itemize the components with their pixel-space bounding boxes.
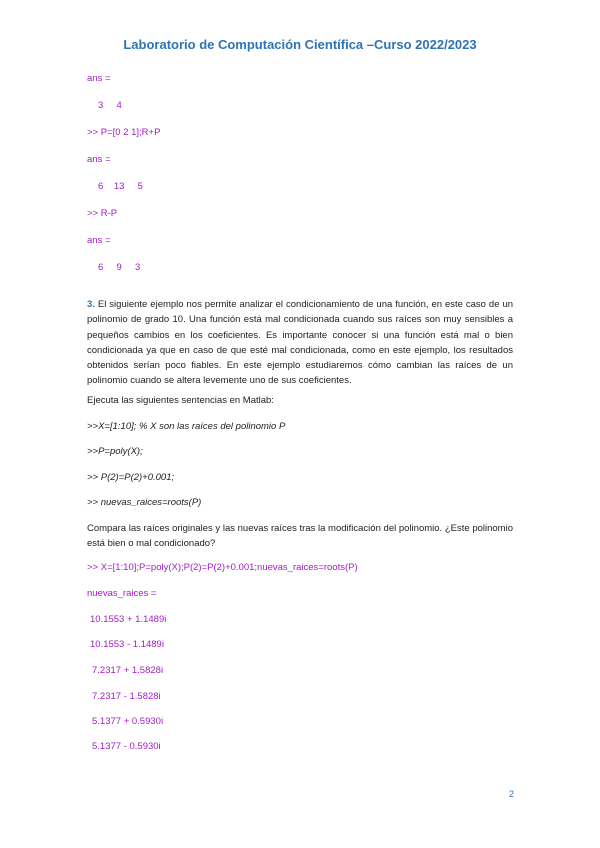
code-line: >> P(2)=P(2)+0.001;: [87, 472, 175, 483]
exercise-paragraph: [87, 297, 513, 389]
exercise-number: 3.: [87, 299, 95, 310]
result-label: nuevas_raices =: [87, 588, 157, 599]
ans-values: 6 9 3: [98, 262, 141, 273]
ans-label: ans =: [87, 73, 111, 84]
code-line: >>X=[1:10]; % X son las raíces del polinomio P: [87, 421, 286, 432]
ans-values: 3 4: [98, 100, 122, 111]
root-value: 10.1553 - 1.1489i: [90, 639, 164, 650]
page-number: 2: [509, 789, 515, 799]
ans-label: ans =: [87, 235, 111, 246]
ans-label: ans =: [87, 154, 111, 165]
exercise-text: El siguiente ejemplo nos permite analizar el condicionamiento de una función, en este caso de un polinomio de grado 10. Una función está mal condicionada cuando sus raíces son muy sensibles a pequeños cambios en los coeficientes. Es importante conocer si una función está mal o bien condicionada ya que en caso de que esté mal condicionada, como en este ejemplo, los resultados obtenidos serían poco fiables. En este ejemplo estudiaremos cómo cambian las raíces de un polinomio cuando se altera levemente uno de sus coeficientes.: [87, 299, 514, 387]
root-value: 10.1553 + 1.1489i: [90, 614, 167, 625]
matlab-command: >> X=[1:10];P=poly(X);P(2)=P(2)+0.001;nuevas_raices=roots(P): [87, 562, 358, 573]
ans-values: 6 13 5: [98, 181, 143, 192]
page-header-title: Laboratorio de Computación Científica –Curso 2022/2023: [123, 37, 477, 52]
code-line: >>P=poly(X);: [87, 446, 143, 457]
code-line: >> nuevas_raices=roots(P): [87, 497, 202, 508]
root-value: 7.2317 + 1.5828i: [92, 665, 164, 676]
matlab-command: >> R-P: [87, 208, 118, 219]
instruction-text: Ejecuta las siguientes sentencias en Matlab:: [87, 395, 274, 406]
root-value: 5.1377 + 0.5930i: [92, 716, 164, 727]
root-value: 5.1377 - 0.5930i: [92, 741, 161, 752]
root-value: 7.2317 - 1.5828i: [92, 691, 161, 702]
matlab-command: >> P=[0 2 1];R+P: [87, 127, 161, 138]
question-text: Compara las raíces originales y las nuevas raíces tras la modificación del polinomio. ¿Este polinomio está bien o mal condicionado?: [87, 523, 513, 550]
